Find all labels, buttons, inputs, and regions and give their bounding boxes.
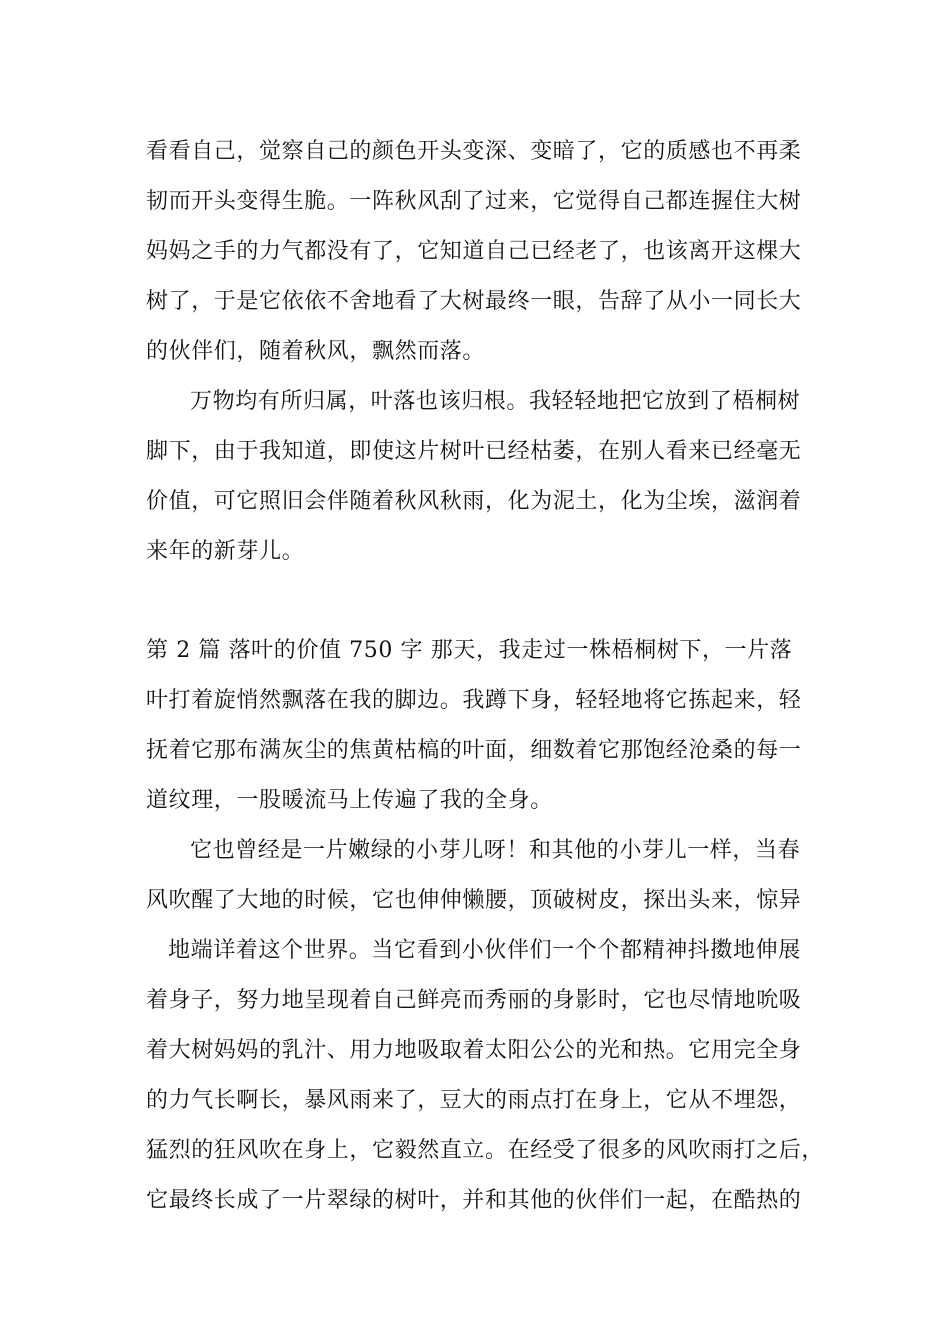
text-line: 妈妈之手的力气都没有了，它知道自己已经老了，也该离开这棵大 <box>146 239 802 264</box>
text-line: 价值，可它照旧会伴随着秋风秋雨，化为泥土，化为尘埃，滋润着 <box>146 489 802 514</box>
text-line: 道纹理，一股暖流马上传遍了我的全身。 <box>146 788 553 813</box>
text-line: 猛烈的狂风吹在身上，它毅然直立。在经受了很多的风吹雨打之后， <box>146 1138 825 1163</box>
paragraph-start-line: 它也曾经是一片嫩绿的小芽儿呀！和其他的小芽儿一样，当春 <box>190 838 801 863</box>
text-line: 着大树妈妈的乳汁、用力地吸取着太阳公公的光和热。它用完全身 <box>146 1038 802 1063</box>
text-line: 抚着它那布满灰尘的焦黄枯槁的叶面，细数着它那饱经沧桑的每一 <box>146 738 802 763</box>
text-line: 风吹醒了大地的时候，它也伸伸懒腰，顶破树皮，探出头来，惊异 <box>146 888 802 913</box>
text-line: 地端详着这个世界。当它看到小伙伴们一个个都精神抖擞地伸展 <box>168 938 801 963</box>
text-line: 韧而开头变得生脆。一阵秋风刮了过来，它觉得自己都连握住大树 <box>146 189 802 214</box>
text-line: 看看自己，觉察自己的颜色开头变深、变暗了，它的质感也不再柔 <box>146 139 802 164</box>
text-line: 来年的新芽儿。 <box>146 539 305 564</box>
text-line: 脚下，由于我知道，即使这片树叶已经枯萎，在别人看来已经毫无 <box>146 439 802 464</box>
text-line: 着身子，努力地呈现着自己鲜亮而秀丽的身影时，它也尽情地吮吸 <box>146 988 802 1013</box>
text-line: 树了，于是它依依不舍地看了大树最终一眼，告辞了从小一同长大 <box>146 289 802 314</box>
text-line: 叶打着旋悄然飘落在我的脚边。我蹲下身，轻轻地将它拣起来，轻 <box>146 688 802 713</box>
section-heading-line: 第 2 篇 落叶的价值 750 字 那天，我走过一株梧桐树下，一片落 <box>146 638 793 663</box>
paragraph-start-line: 万物均有所归属，叶落也该归根。我轻轻地把它放到了梧桐树 <box>190 389 801 414</box>
text-line: 的伙伴们，随着秋风，飘然而落。 <box>146 339 486 364</box>
text-line: 的力气长啊长，暴风雨来了，豆大的雨点打在身上，它从不埋怨， <box>146 1088 802 1113</box>
text-line: 它最终长成了一片翠绿的树叶，并和其他的伙伴们一起，在酷热的 <box>146 1188 802 1213</box>
